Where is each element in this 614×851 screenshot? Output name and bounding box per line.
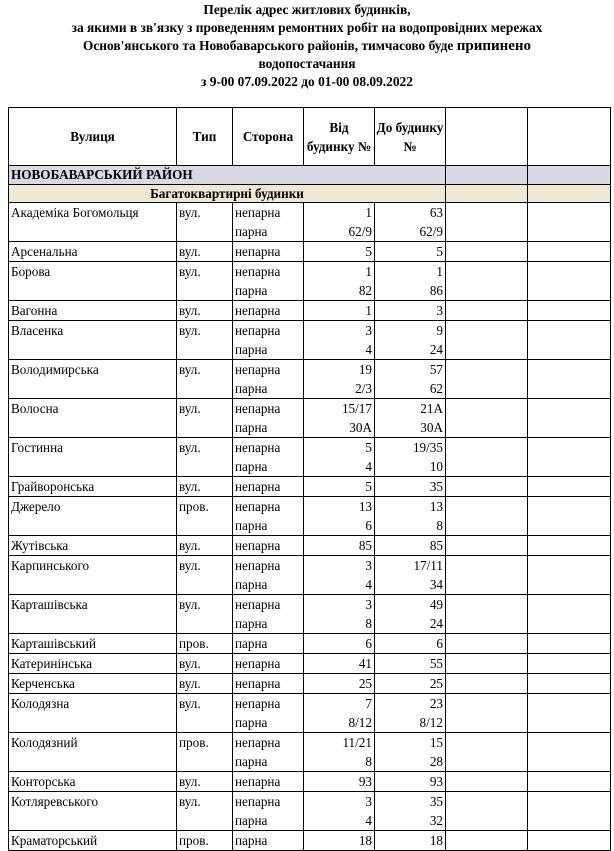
extra-cell-2 <box>528 674 611 694</box>
from-cell: 1 <box>304 262 375 282</box>
to-cell: 19/35 <box>375 438 446 458</box>
from-cell: 30А <box>304 418 375 438</box>
subsection-empty-1 <box>446 185 528 203</box>
extra-cell-1 <box>446 418 528 438</box>
from-cell: 82 <box>304 281 375 301</box>
street-type-cell: вул. <box>177 438 233 477</box>
subsection-empty-2 <box>528 185 611 203</box>
extra-cell-1 <box>446 340 528 360</box>
to-cell: 8 <box>375 516 446 536</box>
header-from <box>304 108 375 166</box>
extra-cell-1 <box>446 595 528 615</box>
side-cell: непарна <box>233 772 304 792</box>
from-cell: 4 <box>304 575 375 595</box>
from-cell: 62/9 <box>304 222 375 242</box>
title-line-5: з 9-00 07.09.2022 до 01-00 08.09.2022 <box>201 74 413 89</box>
street-name-cell: Колодязний <box>9 733 177 772</box>
table-row <box>9 497 611 517</box>
extra-cell-2 <box>528 418 611 438</box>
to-cell: 6 <box>375 634 446 654</box>
street-name-cell: Жутівська <box>9 536 177 556</box>
street-name-cell: Карташівський <box>9 634 177 654</box>
from-cell: 18 <box>304 831 375 851</box>
side-cell: непарна <box>233 242 304 262</box>
street-type-cell: вул. <box>177 203 233 242</box>
street-type-cell: вул. <box>177 694 233 733</box>
side-cell: непарна <box>233 301 304 321</box>
header-to-label: До будинку № <box>376 119 444 154</box>
extra-cell-1 <box>446 536 528 556</box>
side-cell: парна <box>233 614 304 634</box>
street-name-cell: Гостинна <box>9 438 177 477</box>
table-row <box>9 536 611 556</box>
extra-cell-2 <box>528 497 611 517</box>
extra-cell-1 <box>446 360 528 380</box>
table-row <box>9 301 611 321</box>
from-cell: 8 <box>304 752 375 772</box>
from-cell: 4 <box>304 340 375 360</box>
extra-cell-1 <box>446 262 528 282</box>
side-cell: непарна <box>233 595 304 615</box>
header-side: Сторона <box>233 108 304 166</box>
street-type-cell: вул. <box>177 399 233 438</box>
from-cell: 6 <box>304 516 375 536</box>
street-name-cell: Краматорський <box>9 831 177 851</box>
extra-cell-2 <box>528 457 611 477</box>
side-cell: парна <box>233 752 304 772</box>
to-cell: 30А <box>375 418 446 438</box>
street-type-cell: пров. <box>177 634 233 654</box>
extra-cell-2 <box>528 694 611 714</box>
to-cell: 5 <box>375 242 446 262</box>
to-cell: 21А <box>375 399 446 419</box>
to-cell: 10 <box>375 457 446 477</box>
street-type-cell: вул. <box>177 654 233 674</box>
extra-cell-2 <box>528 556 611 576</box>
extra-cell-2 <box>528 399 611 419</box>
side-cell: непарна <box>233 792 304 812</box>
street-type-cell: пров. <box>177 831 233 851</box>
to-cell: 24 <box>375 340 446 360</box>
extra-cell-2 <box>528 811 611 831</box>
from-cell: 11/21 <box>304 733 375 753</box>
extra-cell-2 <box>528 262 611 282</box>
side-cell: непарна <box>233 536 304 556</box>
side-cell: парна <box>233 340 304 360</box>
from-cell: 4 <box>304 811 375 831</box>
to-cell: 18 <box>375 831 446 851</box>
to-cell: 13 <box>375 497 446 517</box>
from-cell: 15/17 <box>304 399 375 419</box>
to-cell: 63 <box>375 203 446 223</box>
table-row <box>9 321 611 341</box>
to-cell: 57 <box>375 360 446 380</box>
table-row <box>9 674 611 694</box>
extra-cell-1 <box>446 281 528 301</box>
extra-cell-1 <box>446 399 528 419</box>
side-cell: парна <box>233 457 304 477</box>
side-cell: непарна <box>233 694 304 714</box>
addresses-table <box>8 107 611 851</box>
extra-cell-1 <box>446 674 528 694</box>
table-row <box>9 634 611 654</box>
street-name-cell: Катеринінська <box>9 654 177 674</box>
side-cell: парна <box>233 811 304 831</box>
from-cell: 19 <box>304 360 375 380</box>
side-cell: парна <box>233 418 304 438</box>
table-row <box>9 399 611 419</box>
extra-cell-1 <box>446 203 528 223</box>
to-cell: 24 <box>375 614 446 634</box>
to-cell: 34 <box>375 575 446 595</box>
from-cell: 3 <box>304 556 375 576</box>
to-cell: 55 <box>375 654 446 674</box>
street-name-cell: Борова <box>9 262 177 301</box>
table-row <box>9 242 611 262</box>
side-cell: парна <box>233 634 304 654</box>
street-type-cell: вул. <box>177 772 233 792</box>
to-cell: 86 <box>375 281 446 301</box>
street-type-cell: вул. <box>177 321 233 360</box>
extra-cell-2 <box>528 379 611 399</box>
extra-cell-1 <box>446 733 528 753</box>
side-cell: парна <box>233 222 304 242</box>
header-empty-2 <box>528 108 611 166</box>
extra-cell-1 <box>446 497 528 517</box>
extra-cell-1 <box>446 575 528 595</box>
extra-cell-2 <box>528 360 611 380</box>
to-cell: 32 <box>375 811 446 831</box>
title-line-3 <box>0 37 614 55</box>
from-cell: 1 <box>304 203 375 223</box>
extra-cell-2 <box>528 242 611 262</box>
side-cell: непарна <box>233 733 304 753</box>
extra-cell-2 <box>528 203 611 223</box>
street-type-cell: вул. <box>177 242 233 262</box>
extra-cell-2 <box>528 792 611 812</box>
title-line-3-text: Основ'янського та Новобаварського районів, тимчасово буде <box>82 38 457 53</box>
street-name-cell: Волосна <box>9 399 177 438</box>
from-cell: 5 <box>304 242 375 262</box>
extra-cell-2 <box>528 281 611 301</box>
side-cell: непарна <box>233 674 304 694</box>
extra-cell-1 <box>446 556 528 576</box>
street-name-cell: Конторська <box>9 772 177 792</box>
extra-cell-2 <box>528 772 611 792</box>
street-name-cell: Карташівська <box>9 595 177 634</box>
to-cell: 93 <box>375 772 446 792</box>
street-type-cell: вул. <box>177 595 233 634</box>
from-cell: 5 <box>304 477 375 497</box>
district-row <box>9 166 611 185</box>
header-street: Вулиця <box>9 108 177 166</box>
extra-cell-2 <box>528 516 611 536</box>
to-cell: 28 <box>375 752 446 772</box>
to-cell: 9 <box>375 321 446 341</box>
table-row <box>9 360 611 380</box>
side-cell: непарна <box>233 203 304 223</box>
extra-cell-1 <box>446 654 528 674</box>
extra-cell-2 <box>528 634 611 654</box>
from-cell: 3 <box>304 595 375 615</box>
to-cell: 85 <box>375 536 446 556</box>
table-row <box>9 556 611 576</box>
side-cell: непарна <box>233 497 304 517</box>
title-line-2: за якими в зв'язку з проведенням ремонтних робіт на водопровідних мережах <box>71 20 543 35</box>
from-cell: 6 <box>304 634 375 654</box>
extra-cell-1 <box>446 694 528 714</box>
extra-cell-1 <box>446 752 528 772</box>
to-cell: 49 <box>375 595 446 615</box>
street-name-cell: Котляревського <box>9 792 177 831</box>
to-cell: 62/9 <box>375 222 446 242</box>
extra-cell-1 <box>446 301 528 321</box>
extra-cell-2 <box>528 438 611 458</box>
extra-cell-1 <box>446 379 528 399</box>
from-cell: 85 <box>304 536 375 556</box>
header-type: Тип <box>177 108 233 166</box>
street-name-cell: Джерело <box>9 497 177 536</box>
side-cell: непарна <box>233 399 304 419</box>
to-cell: 25 <box>375 674 446 694</box>
extra-cell-1 <box>446 516 528 536</box>
title-line-4: водопостачання <box>258 56 356 71</box>
street-type-cell: вул. <box>177 477 233 497</box>
street-type-cell: вул. <box>177 262 233 301</box>
from-cell: 1 <box>304 301 375 321</box>
side-cell: парна <box>233 575 304 595</box>
side-cell: непарна <box>233 654 304 674</box>
from-cell: 5 <box>304 438 375 458</box>
street-type-cell: пров. <box>177 733 233 772</box>
extra-cell-1 <box>446 713 528 733</box>
from-cell: 3 <box>304 792 375 812</box>
table-row <box>9 694 611 714</box>
street-name-cell: Власенка <box>9 321 177 360</box>
extra-cell-2 <box>528 752 611 772</box>
from-cell: 93 <box>304 772 375 792</box>
extra-cell-1 <box>446 614 528 634</box>
to-cell: 3 <box>375 301 446 321</box>
to-cell: 15 <box>375 733 446 753</box>
document-heading <box>0 1 614 91</box>
extra-cell-2 <box>528 733 611 753</box>
from-cell: 8 <box>304 614 375 634</box>
extra-cell-1 <box>446 634 528 654</box>
extra-cell-2 <box>528 654 611 674</box>
side-cell: парна <box>233 831 304 851</box>
from-cell: 4 <box>304 457 375 477</box>
street-name-cell: Карпинського <box>9 556 177 595</box>
table-row <box>9 438 611 458</box>
street-type-cell: вул. <box>177 536 233 556</box>
from-cell: 8/12 <box>304 713 375 733</box>
to-cell: 62 <box>375 379 446 399</box>
table-row <box>9 654 611 674</box>
street-name-cell: Арсенальна <box>9 242 177 262</box>
table-row <box>9 203 611 223</box>
extra-cell-2 <box>528 713 611 733</box>
table-header-row <box>9 108 611 166</box>
street-name-cell: Вагонна <box>9 301 177 321</box>
extra-cell-1 <box>446 222 528 242</box>
extra-cell-2 <box>528 301 611 321</box>
table-row <box>9 595 611 615</box>
header-empty-1 <box>446 108 528 166</box>
from-cell: 3 <box>304 321 375 341</box>
side-cell: непарна <box>233 556 304 576</box>
extra-cell-2 <box>528 575 611 595</box>
header-from-label: Від будинку № <box>306 119 372 154</box>
from-cell: 25 <box>304 674 375 694</box>
extra-cell-2 <box>528 222 611 242</box>
street-type-cell: вул. <box>177 360 233 399</box>
subsection-row <box>9 185 611 203</box>
side-cell: парна <box>233 713 304 733</box>
street-type-cell: вул. <box>177 792 233 831</box>
to-cell: 35 <box>375 792 446 812</box>
from-cell: 41 <box>304 654 375 674</box>
to-cell: 23 <box>375 694 446 714</box>
extra-cell-2 <box>528 614 611 634</box>
street-type-cell: пров. <box>177 497 233 536</box>
to-cell: 35 <box>375 477 446 497</box>
subsection-name: Багатоквартирні будинки <box>9 185 446 203</box>
from-cell: 13 <box>304 497 375 517</box>
district-empty-1 <box>446 166 528 185</box>
title-line-1: Перелік адрес житлових будинків, <box>203 2 411 17</box>
street-name-cell: Володимирська <box>9 360 177 399</box>
district-empty-2 <box>528 166 611 185</box>
extra-cell-1 <box>446 792 528 812</box>
street-name-cell: Керченська <box>9 674 177 694</box>
extra-cell-1 <box>446 321 528 341</box>
side-cell: парна <box>233 281 304 301</box>
extra-cell-1 <box>446 438 528 458</box>
street-name-cell: Грайворонська <box>9 477 177 497</box>
table-row <box>9 477 611 497</box>
table-row <box>9 733 611 753</box>
to-cell: 17/11 <box>375 556 446 576</box>
street-name-cell: Колодязна <box>9 694 177 733</box>
extra-cell-1 <box>446 811 528 831</box>
extra-cell-2 <box>528 340 611 360</box>
side-cell: непарна <box>233 477 304 497</box>
district-name: НОВОБАВАРСЬКИЙ РАЙОН <box>9 166 446 185</box>
extra-cell-2 <box>528 595 611 615</box>
header-to <box>375 108 446 166</box>
extra-cell-2 <box>528 477 611 497</box>
side-cell: парна <box>233 379 304 399</box>
from-cell: 7 <box>304 694 375 714</box>
extra-cell-2 <box>528 536 611 556</box>
table-row <box>9 792 611 812</box>
extra-cell-1 <box>446 477 528 497</box>
side-cell: непарна <box>233 262 304 282</box>
table-row <box>9 262 611 282</box>
street-type-cell: вул. <box>177 674 233 694</box>
from-cell: 2/3 <box>304 379 375 399</box>
street-type-cell: вул. <box>177 556 233 595</box>
extra-cell-1 <box>446 772 528 792</box>
side-cell: непарна <box>233 360 304 380</box>
to-cell: 1 <box>375 262 446 282</box>
extra-cell-2 <box>528 321 611 341</box>
street-type-cell: вул. <box>177 301 233 321</box>
extra-cell-1 <box>446 457 528 477</box>
side-cell: непарна <box>233 321 304 341</box>
side-cell: непарна <box>233 438 304 458</box>
to-cell: 8/12 <box>375 713 446 733</box>
side-cell: парна <box>233 516 304 536</box>
table-row <box>9 772 611 792</box>
street-name-cell: Академіка Богомольця <box>9 203 177 242</box>
title-emphasis: припинено <box>456 38 532 54</box>
extra-cell-1 <box>446 242 528 262</box>
